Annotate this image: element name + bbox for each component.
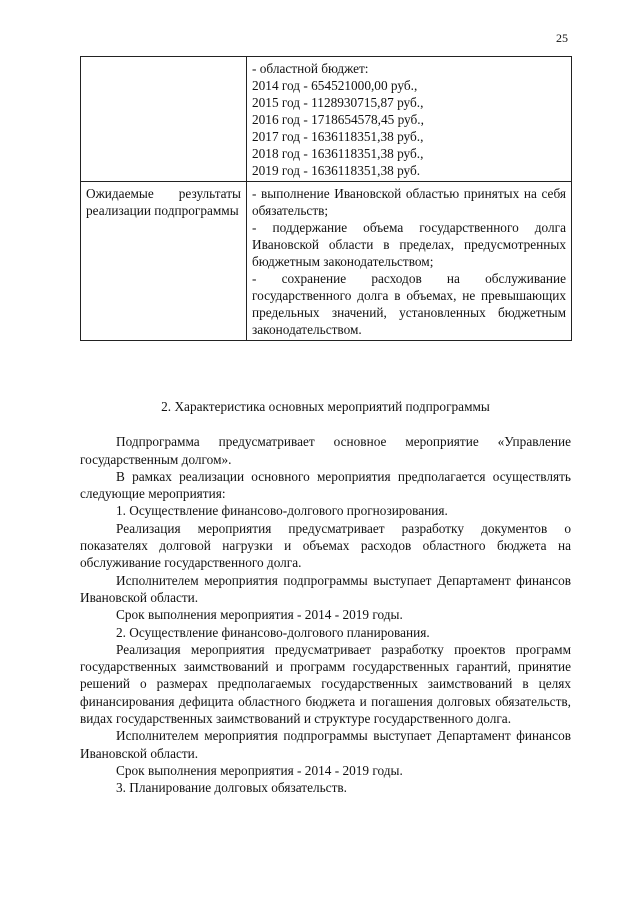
budget-line: 2015 год - 1128930715,87 руб., <box>252 95 424 110</box>
table-cell-label <box>81 57 247 182</box>
paragraph: Исполнителем мероприятия подпрограммы выступает Департамент финансов Ивановской области. <box>80 728 571 761</box>
result-item: - сохранение расходов на обслуживание государственного долга в объемах, не превышающих предельных значений, установленных бюджетным законодательством. <box>252 271 566 337</box>
section-body <box>80 398 571 797</box>
budget-line: 2018 год - 1636118351,38 руб., <box>252 146 424 161</box>
budget-line: 2017 год - 1636118351,38 руб., <box>252 129 424 144</box>
paragraph: В рамках реализации основного мероприятия предполагается осуществлять следующие мероприятия: <box>80 468 571 502</box>
table-cell-budget <box>247 57 572 182</box>
paragraph: Срок выполнения мероприятия - 2014 - 2019 годы. <box>116 762 403 778</box>
paragraph: 1. Осуществление финансово-долгового прогнозирования. <box>116 503 448 519</box>
budget-line: 2019 год - 1636118351,38 руб. <box>252 163 421 178</box>
paragraph: Реализация мероприятия предусматривает разработку проектов программ государственных заимствований и программ государственных гарантий, принятие решений о размерах предполагаемых государственных заимствований в целях финансирования дефицита областного бюджета и погашения долговых обязательств, видах государственных заимствований и структуре государственного долга. <box>80 641 571 727</box>
result-item: - выполнение Ивановской областью принятых на себя обязательств; <box>252 186 566 218</box>
paragraph: Срок выполнения мероприятия - 2014 - 2019 годы. <box>116 607 403 623</box>
result-item: - поддержание объема государственного долга Ивановской области в пределах, предусмотренных бюджетным законодательством; <box>252 220 566 269</box>
budget-line: 2016 год - 1718654578,45 руб., <box>252 112 424 127</box>
subprogram-passport-table <box>80 56 572 341</box>
paragraph: 3. Планирование долговых обязательств. <box>116 780 347 796</box>
paragraph: 2. Осуществление финансово-долгового планирования. <box>116 624 430 640</box>
budget-line: 2014 год - 654521000,00 руб., <box>252 78 418 93</box>
table-cell-results <box>247 182 572 341</box>
paragraph: Подпрограмма предусматривает основное мероприятие «Управление государственным долгом». <box>80 434 571 467</box>
table-row <box>81 57 572 182</box>
paragraph: Исполнителем мероприятия подпрограммы выступает Департамент финансов Ивановской области. <box>80 572 571 605</box>
section-heading: 2. Характеристика основных мероприятий подпрограммы <box>161 399 490 414</box>
budget-line: - областной бюджет: <box>252 61 369 76</box>
paragraph: Реализация мероприятия предусматривает разработку документов о показателях долговой нагрузки и объемах расходов областного бюджета на обслуживание государственного долга. <box>80 520 571 571</box>
page-number: 25 <box>556 31 568 45</box>
table-cell-label: Ожидаемые результаты реализации подпрограммы <box>81 182 247 341</box>
table-row <box>81 182 572 341</box>
